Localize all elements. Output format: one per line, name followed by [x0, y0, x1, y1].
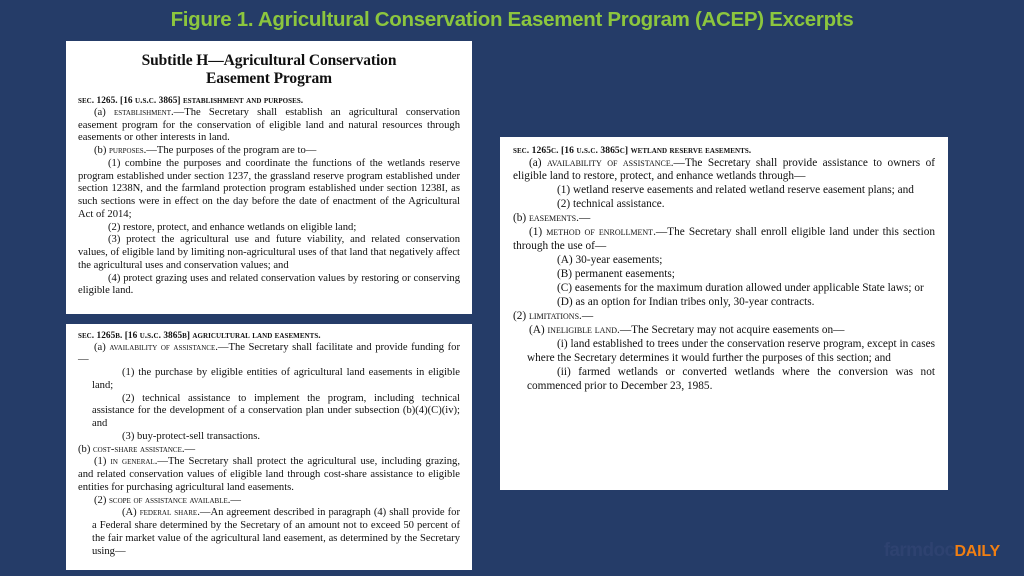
paragraph-a2-technical-assistance: (2) technical assistance.: [557, 198, 665, 211]
document-panel-agricultural-land-easements: [66, 324, 472, 570]
paragraph-b1c-maximum-duration: (C) easements for the maximum duration allowed under applicable State laws; or: [557, 281, 924, 294]
paragraph-b-purposes: (b) purposes.—The purposes of the program are to—: [94, 145, 317, 157]
section-heading-1265: sec. 1265. [16 u.s.c. 3865] establishment and purposes.: [78, 96, 304, 107]
document-panel-wetland-reserve-easements: [500, 137, 948, 490]
paragraph-b-cost-share: (b) cost-share assistance.—: [78, 443, 196, 455]
paragraph-a3-buy-protect-sell: (3) buy-protect-sell transactions.: [122, 430, 260, 442]
paragraph-a1-wetland-easements: (1) wetland reserve easements and related wetland reserve easement plans; and: [557, 184, 914, 197]
paragraph-b-easements: (b) easements.—: [513, 212, 591, 225]
paragraph-a-availability: (a) availability of assistance.—The Secretary shall facilitate and provide funding for—: [78, 341, 461, 366]
paragraph-b1-method-of-enrollment: (1) method of enrollment.—The Secretary shall enroll eligible land under this section through the use of—: [513, 226, 936, 253]
paragraph-a2-technical-assistance: (2) technical assistance to implement the program, including technical assistance for the development of a conservation plan under subsection (b)(4)(C)(iv); and: [92, 392, 460, 429]
subtitle-heading: [92, 52, 446, 87]
paragraph-b3-protect: (3) protect the agricultural use and future viability, and related conservation values, of eligible land by limiting non-agricultural uses of that land that negatively affect the agricultural uses and conservation values; and: [78, 234, 460, 271]
farmdoc-daily-logo: [884, 540, 1000, 562]
paragraph-b4-grazing: (4) protect grazing uses and related conservation values by restoring or conserving eligible land.: [78, 272, 460, 297]
paragraph-a-availability-wetland: (a) availability of assistance.—The Secretary shall provide assistance to owners of eligible land to restore, protect, and enhance wetlands through—: [513, 156, 935, 183]
paragraph-b2a-i-trees: (i) land established to trees under the conservation reserve program, except in cases where the Secretary determines it would further the purposes of this section; and: [527, 337, 935, 364]
paragraph-b2a-federal-share: (A) federal share.—An agreement described in paragraph (4) shall provide for a Federal share determined by the Secretary of an amount not to exceed 50 percent of the fair market value of the agricultural land easement, as determined by the Secretary using—: [92, 507, 460, 557]
paragraph-a-establishment: (a) establishment.—The Secretary shall establish an agricultural conservation easement program for the conservation of eligible land and natural resources through easements or other interests in land.: [78, 106, 461, 144]
subtitle-heading-line1: Subtitle H—Agricultural Conservation: [141, 52, 397, 69]
logo-word: farmdoc: [883, 540, 955, 561]
section-heading-1265b: sec. 1265b. [16 u.s.c. 3865b] agricultural land easements.: [78, 331, 321, 341]
section-heading-1265c: sec. 1265c. [16 u.s.c. 3865c] wetland reserve easements.: [513, 145, 752, 156]
paragraph-b1b-permanent: (B) permanent easements;: [557, 268, 675, 280]
logo-suffix: DAILY: [954, 543, 1000, 560]
paragraph-b2a-ii-farmed-wetlands: (ii) farmed wetlands or converted wetlands where the conversion was not commenced prior to December 23, 1985.: [527, 365, 935, 392]
paragraph-a1-purchase: (1) the purchase by eligible entities of agricultural land easements in eligible land;: [92, 367, 460, 391]
paragraph-b1-in-general: (1) in general.—The Secretary shall protect the agricultural use, including grazing, and related conservation values of eligible land through cost-share assistance to eligible entities for purchasing agricultural land easements.: [78, 456, 460, 493]
figure-title: Figure 1. Agricultural Conservation Easement Program (ACEP) Excerpts: [170, 8, 854, 31]
document-panel-establishment: [66, 41, 472, 314]
subtitle-heading-line2: Easement Program: [206, 69, 332, 87]
paragraph-b1-combine: (1) combine the purposes and coordinate the functions of the wetlands reserve program established under section 1237, the grassland reserve program established under section 1238N, and the farmland protection program established under section 1238I, as such sections were in effect on the day before the date of enactment of the Agricultural Act of 2014;: [78, 157, 460, 220]
paragraph-b2-limitations: (2) limitations.—: [513, 309, 594, 322]
paragraph-b1d-indian-tribes: (D) as an option for Indian tribes only, 30-year contracts.: [557, 295, 815, 308]
paragraph-b2a-ineligible-land: (A) ineligible land.—The Secretary may not acquire easements on—: [529, 323, 845, 336]
paragraph-b1a-30-year: (A) 30-year easements;: [557, 254, 663, 267]
paragraph-b2-scope: (2) scope of assistance available.—: [94, 494, 242, 506]
paragraph-b2-restore: (2) restore, protect, and enhance wetlands on eligible land;: [108, 221, 357, 233]
